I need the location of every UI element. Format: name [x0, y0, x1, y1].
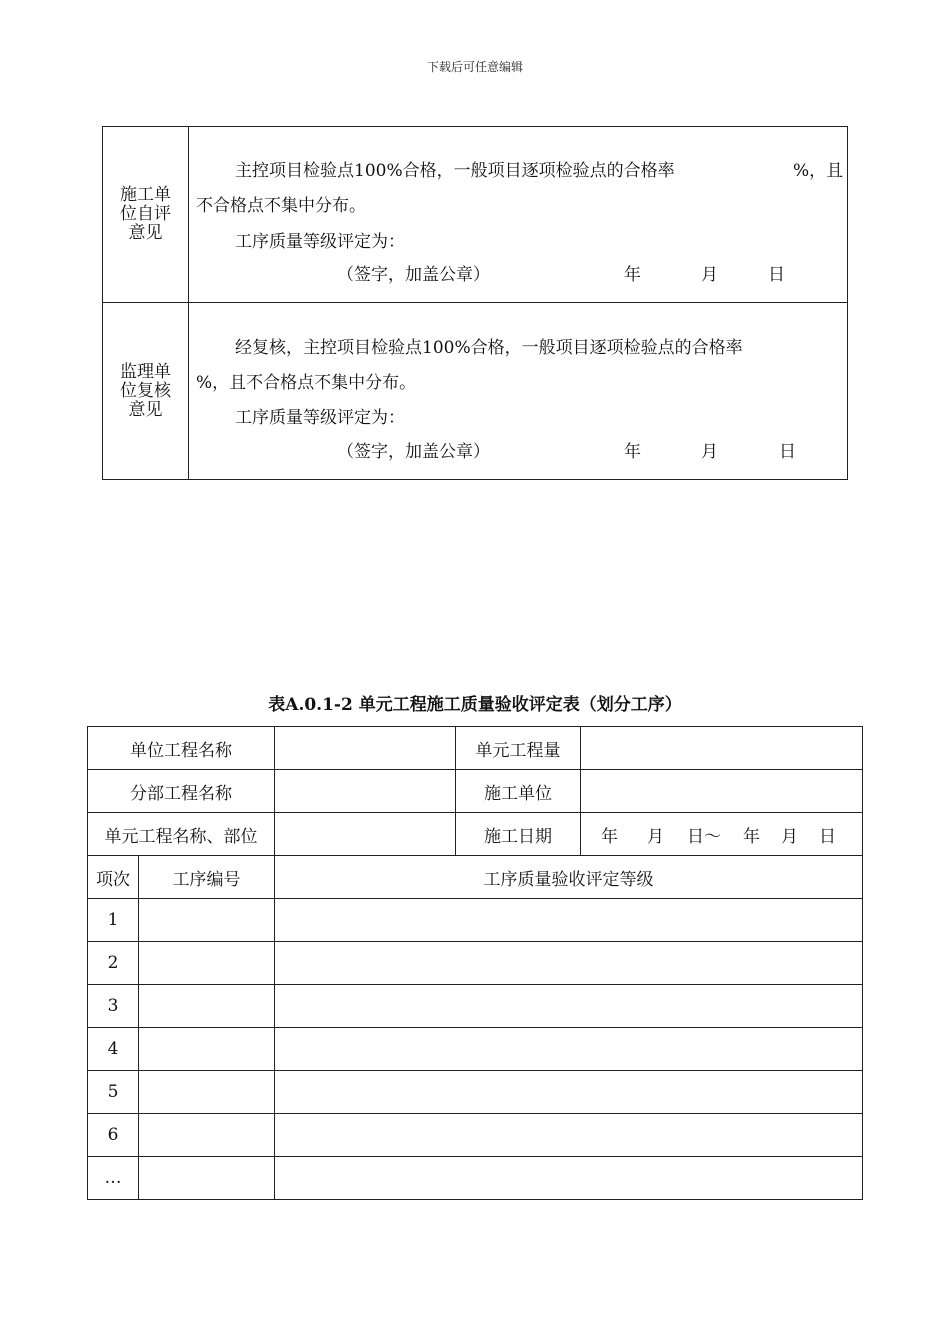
- row-index: 5: [88, 1071, 139, 1114]
- contractor-opinion-row: [103, 127, 847, 303]
- unit-project-name-label: 单位工程名称: [88, 727, 275, 770]
- division-project-row: [88, 770, 863, 813]
- date-month2: 月: [781, 826, 798, 847]
- supervisor-year: 年: [624, 442, 641, 462]
- opinion-table: [102, 126, 848, 480]
- row-index: 2: [88, 942, 139, 985]
- contractor-line1-tail: %，且: [793, 161, 844, 181]
- grade-cell[interactable]: [275, 899, 863, 942]
- construction-date-value[interactable]: [581, 813, 863, 856]
- date-day2: 日: [819, 826, 836, 847]
- date-year: 年: [601, 826, 618, 847]
- division-project-name-value[interactable]: [275, 770, 456, 813]
- table-row: [88, 1071, 863, 1114]
- construction-unit-label: 施工单位: [456, 770, 581, 813]
- supervisor-line2: %，且不合格点不集中分布。: [196, 373, 417, 393]
- unit-quantity-label: 单元工程量: [456, 727, 581, 770]
- grade-cell[interactable]: [275, 1157, 863, 1200]
- process-no-cell[interactable]: [139, 1157, 275, 1200]
- supervisor-opinion-label-cell: [103, 303, 189, 479]
- evaluation-table: [87, 726, 862, 1205]
- process-no-cell[interactable]: [139, 1114, 275, 1157]
- construction-unit-value[interactable]: [581, 770, 863, 813]
- contractor-line2: 不合格点不集中分布。: [196, 196, 366, 216]
- process-no-cell[interactable]: [139, 942, 275, 985]
- row-index: 4: [88, 1028, 139, 1071]
- table-row: [88, 985, 863, 1028]
- process-no-cell[interactable]: [139, 1071, 275, 1114]
- col-item-header: 项次: [88, 856, 139, 899]
- row-index: 3: [88, 985, 139, 1028]
- grade-cell[interactable]: [275, 985, 863, 1028]
- supervisor-opinion-row: [103, 303, 847, 479]
- table-row: [88, 942, 863, 985]
- process-no-cell[interactable]: [139, 899, 275, 942]
- contractor-day: 日: [768, 265, 785, 285]
- grade-cell[interactable]: [275, 942, 863, 985]
- grade-cell[interactable]: [275, 1028, 863, 1071]
- table-row: [88, 1114, 863, 1157]
- contractor-opinion-label: 施工单位自评意见: [120, 185, 171, 243]
- unit-name-location-label: 单元工程名称、部位: [88, 813, 275, 856]
- unit-name-location-value[interactable]: [275, 813, 456, 856]
- unit-name-row: [88, 813, 863, 856]
- row-index: …: [88, 1157, 139, 1200]
- contractor-line3: 工序质量等级评定为：: [235, 232, 405, 252]
- grade-cell[interactable]: [275, 1114, 863, 1157]
- unit-project-row: [88, 727, 863, 770]
- supervisor-day: 日: [779, 442, 796, 462]
- contractor-signature: （签字，加盖公章）: [337, 265, 490, 285]
- supervisor-opinion-label: 监理单位复核意见: [120, 361, 171, 420]
- contractor-month: 月: [701, 265, 718, 285]
- header-note: 下载后可任意编辑: [426, 60, 523, 74]
- contractor-opinion-label-cell: [103, 127, 189, 302]
- row-index: 6: [88, 1114, 139, 1157]
- col-process-no-header: 工序编号: [139, 856, 275, 899]
- date-month: 月: [647, 826, 664, 847]
- column-header-row: [88, 856, 863, 899]
- table-row: [88, 899, 863, 942]
- row-index: 1: [88, 899, 139, 942]
- unit-quantity-value[interactable]: [581, 727, 863, 770]
- contractor-line1: 主控项目检验点100%合格，一般项目逐项检验点的合格率: [235, 161, 675, 181]
- supervisor-month: 月: [701, 442, 718, 462]
- table-row: [88, 1157, 863, 1200]
- grade-cell[interactable]: [275, 1071, 863, 1114]
- contractor-year: 年: [624, 265, 641, 285]
- date-year2: 年: [743, 826, 760, 847]
- date-day-tilde: 日～: [687, 826, 721, 847]
- supervisor-signature: （签字，加盖公章）: [337, 442, 490, 462]
- process-no-cell[interactable]: [139, 1028, 275, 1071]
- col-grade-header: 工序质量验收评定等级: [275, 856, 863, 899]
- division-project-name-label: 分部工程名称: [88, 770, 275, 813]
- unit-project-name-value[interactable]: [275, 727, 456, 770]
- supervisor-line1: 经复核，主控项目检验点100%合格，一般项目逐项检验点的合格率: [235, 338, 743, 358]
- process-no-cell[interactable]: [139, 985, 275, 1028]
- table-row: [88, 1028, 863, 1071]
- construction-date-label: 施工日期: [456, 813, 581, 856]
- table-title: 表A.0.1-2 单元工程施工质量验收评定表（划分工序）: [268, 695, 682, 715]
- supervisor-line3: 工序质量等级评定为：: [235, 408, 405, 428]
